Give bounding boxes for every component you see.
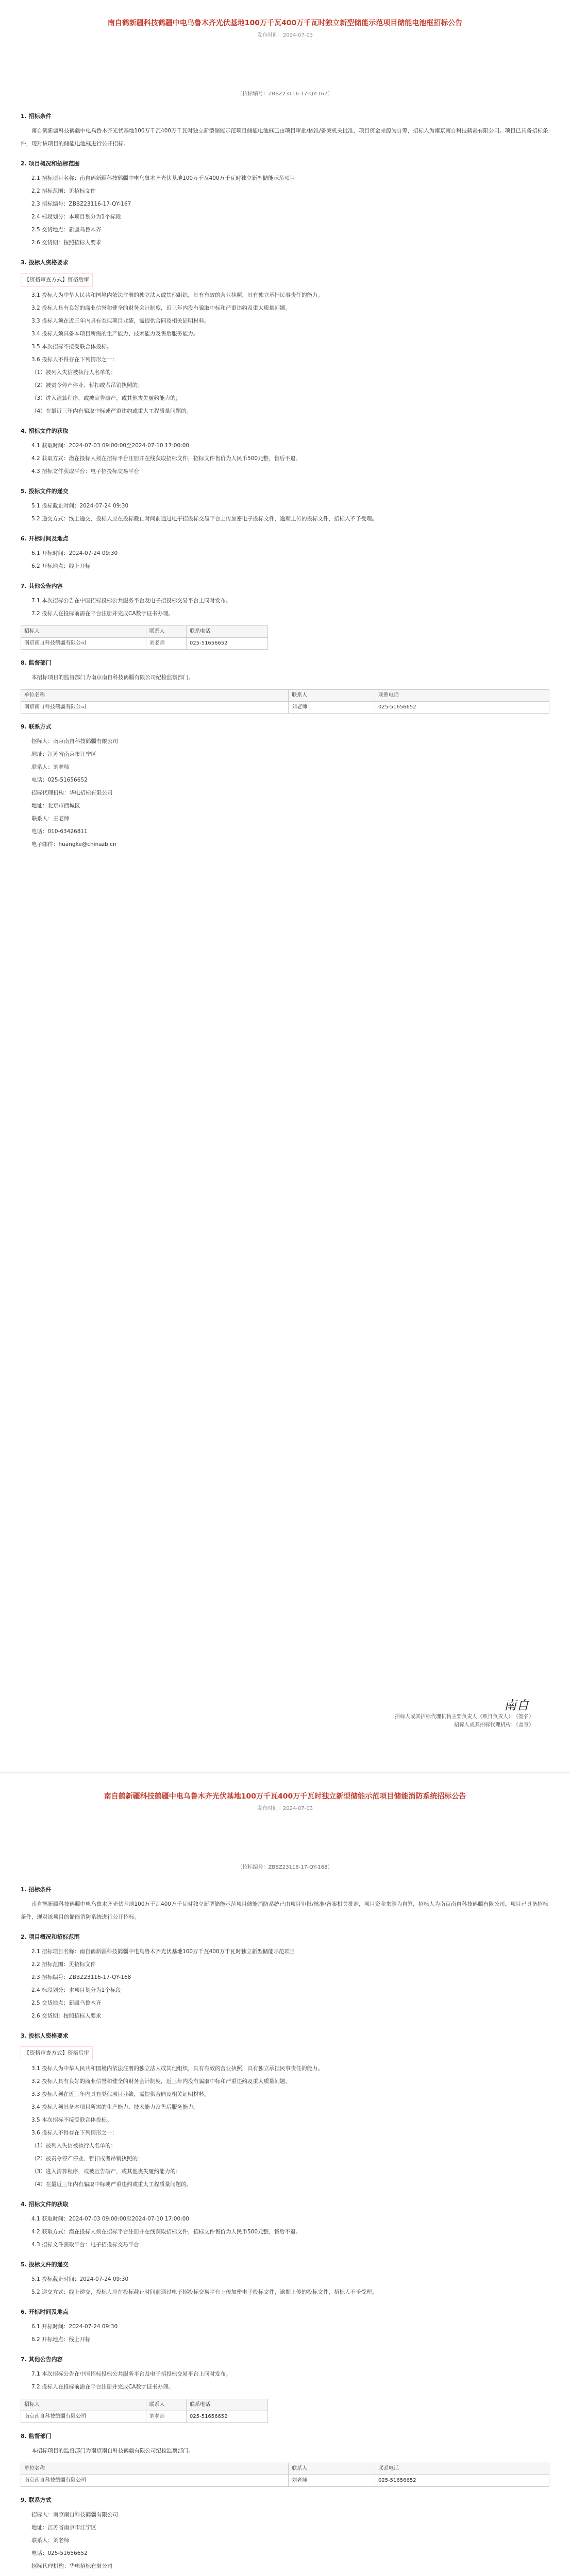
contact-line: 联系人：刘老师 <box>31 2537 70 2544</box>
supervision-table <box>21 2463 549 2487</box>
table-row <box>21 2475 549 2487</box>
paragraph: 2.4 标段划分：本项目划分为1个标段 <box>31 214 121 220</box>
paragraph: 3.6 投标人不得存在下列情形之一： <box>31 357 118 363</box>
paragraph: 6.1 开标时间：2024-07-24 09:30 <box>31 550 118 556</box>
paragraph: 2.3 招标编号：ZBBZ23116-17-QY-167 <box>31 201 131 207</box>
table-header: 联系电话 <box>375 690 549 702</box>
contact-line: 联系人：王老师 <box>31 816 70 822</box>
paragraph: 4.2 获取方式：潜在投标人须在招标平台注册并在线获取招标文件，招标文件售价为人民币500元整，售后不退。 <box>31 2229 301 2235</box>
paragraph: （1）被列入失信被执行人名单的； <box>31 2143 116 2149</box>
paragraph: 3.5 本次招标不接受联合体投标。 <box>31 344 112 350</box>
table-header: 单位名称 <box>21 690 289 702</box>
table-row <box>21 638 268 650</box>
contact-line <box>21 2573 549 2576</box>
section-heading: 4. 招标文件的获取 <box>21 2201 69 2208</box>
signature-text: 招标人或其招标代理机构主要负责人（项目负责人）：（签名） 招标人或其招标代理机构：（盖章） <box>395 1714 534 1728</box>
paragraph: 4.1 获取时间：2024-07-03 09:00:00至2024-07-10 17:00:00 <box>31 2216 190 2222</box>
publish-meta: 发布时间：2024-07-03 <box>257 1806 313 1811</box>
paragraph: 7.1 本次招标公告在中国招标投标公共服务平台及电子招投标交易平台上同时发布。 <box>31 598 231 604</box>
paragraph: 5.2 递交方式：线上递交，投标人应在投标截止时间前通过电子招投标交易平台上传加密电子投标文件，逾期上传的投标文件，招标人不予受理。 <box>31 2289 378 2295</box>
contact-line: 地址：江苏省南京市江宁区 <box>31 2524 96 2531</box>
section-heading: 5. 投标文件的递交 <box>21 488 69 495</box>
paragraph: 5.1 投标截止时间：2024-07-24 09:30 <box>31 2276 129 2282</box>
contact-line: 招标人：南京南自科技鹤疆有限公司 <box>31 738 118 744</box>
contact-line: 地址：江苏省南京市江宁区 <box>31 751 96 757</box>
paragraph: 3.1 投标人为中华人民共和国境内依法注册的独立法人或其他组织，具有有效的营业执照，具有独立承担民事责任的能力。 <box>31 292 324 298</box>
section-heading: 5. 投标文件的递交 <box>21 2261 69 2268</box>
project-number: （招标编号：ZBBZ23116-17-QY-168） <box>237 1865 333 1870</box>
contact-line: 招标人：南京南自科技鹤疆有限公司 <box>31 2512 118 2518</box>
paragraph: 2.1 招标项目名称：南自鹤新疆科技鹤疆中电乌鲁木齐光伏基地100万千瓦400万千瓦时独立新型储能示范项目 <box>31 1948 295 1955</box>
section-heading: 6. 开标时间及地点 <box>21 2309 69 2315</box>
section-heading: 1. 招标条件 <box>21 113 52 120</box>
table-row <box>21 2411 268 2423</box>
table-header: 联系电话 <box>187 2399 268 2411</box>
tenderer-table <box>21 2399 268 2423</box>
contact-line: 招标代理机构：华电招标有限公司 <box>31 790 113 796</box>
paragraph: 2.6 交货期：按照招标人要求 <box>31 2013 102 2019</box>
paragraph: 3.6 投标人不得存在下列情形之一： <box>31 2130 118 2136</box>
table-cell: 025-51656652 <box>187 638 268 650</box>
section-heading: 7. 其他公告内容 <box>21 2356 63 2363</box>
section-heading: 4. 招标文件的获取 <box>21 428 69 434</box>
table-cell: 南京南自科技鹤疆有限公司 <box>21 702 289 714</box>
paragraph: 7.1 本次招标公告在中国招标投标公共服务平台及电子招投标交易平台上同时发布。 <box>31 2371 231 2377</box>
paragraph: 3.5 本次招标不接受联合体投标。 <box>31 2117 112 2123</box>
paragraph: （4）在最近三年内有骗取中标或严重违约或重大工程质量问题的。 <box>31 408 192 414</box>
paragraph: 2.4 标段划分：本项目划分为1个标段 <box>31 1987 121 1993</box>
section-heading: 6. 开标时间及地点 <box>21 535 69 542</box>
project-number: （招标编号：ZBBZ23116-17-QY-167） <box>237 91 333 97</box>
paragraph: 3.1 投标人为中华人民共和国境内依法注册的独立法人或其他组织，具有有效的营业执照，具有独立承担民事责任的能力。 <box>31 2065 324 2072</box>
paragraph: 南自鹤新疆科技鹤疆中电乌鲁木齐光伏基地100万千瓦400万千瓦时独立新型储能示范项目储能电池框已由项目审批/核准/备案机关批准，项目资金来源为自筹，招标人为南京南自科技鹤疆有限公司。项目已具备招标条件，现对该项目的储能电池框进行公开招标。 <box>21 128 548 147</box>
publish-meta: 发布时间：2024-07-03 <box>257 32 313 38</box>
paragraph: 5.1 投标截止时间：2024-07-24 09:30 <box>31 503 129 509</box>
table-cell: 南京南自科技鹤疆有限公司 <box>21 2475 289 2487</box>
table-cell: 025-51656652 <box>375 702 549 714</box>
contact-line: 电话：025-51656652 <box>31 777 88 783</box>
paragraph: 南自鹤新疆科技鹤疆中电乌鲁木齐光伏基地100万千瓦400万千瓦时独立新型储能示范项目储能消防系统已由项目审批/核准/备案机关批准，项目资金来源为自筹，招标人为南京南自科技鹤疆有限公司。项目已具备招标条件，现对该项目的储能消防系统进行公开招标。 <box>21 1901 548 1920</box>
paragraph: 6.2 开标地点：线上开标 <box>31 563 91 569</box>
contact-line: 地址：北京市西城区 <box>31 803 80 809</box>
table-cell: 刘老师 <box>289 2475 375 2487</box>
signature-seal: 南自 <box>504 1698 529 1713</box>
paragraph: 6.1 开标时间：2024-07-24 09:30 <box>31 2324 118 2330</box>
section-heading: 8. 监督部门 <box>21 2433 52 2439</box>
paragraph: 3.2 投标人具有良好的商业信誉和健全的财务会计制度，近三年内没有骗取中标和严重违约及重大质量问题。 <box>31 305 291 311</box>
section-heading: 3. 投标人资格要求 <box>21 259 69 266</box>
table-cell: 025-51656652 <box>375 2475 549 2487</box>
table-cell: 025-51656652 <box>187 2411 268 2423</box>
section-heading: 9. 联系方式 <box>21 2497 52 2503</box>
section-heading: 2. 项目概况和招标范围 <box>21 160 80 167</box>
paragraph: 3.3 投标人须在近三年内具有类似项目业绩，需提供合同及相关证明材料。 <box>31 2091 210 2097</box>
table-header: 联系电话 <box>375 2463 549 2475</box>
signature-block <box>359 1695 534 1730</box>
paragraph: （3）进入清算程序，或被宣告破产，或其他丧失履约能力的； <box>31 395 181 401</box>
paragraph: 2.2 招标范围：见招标文件 <box>31 1961 96 1968</box>
table-header: 联系人 <box>289 2463 375 2475</box>
qualification-review-box: 【资格审查方式】资格后审 <box>21 2046 93 2060</box>
paragraph: 4.1 获取时间：2024-07-03 09:00:00至2024-07-10 17:00:00 <box>31 443 190 449</box>
paragraph: 4.3 招标文件获取平台：电子招投标交易平台 <box>31 2242 140 2248</box>
table-header: 招标人 <box>21 626 146 638</box>
section-heading: 2. 项目概况和招标范围 <box>21 1934 80 1940</box>
paragraph: （2）被责令停产停业、暂扣或者吊销执照的； <box>31 382 143 388</box>
paragraph: 2.5 交货地点：新疆乌鲁木齐 <box>31 227 102 233</box>
contact-line: 招标代理机构：华电招标有限公司 <box>31 2563 113 2569</box>
notice-title: 南自鹤新疆科技鹤疆中电乌鲁木齐光伏基地100万千瓦400万千瓦时独立新型储能示范项目储能消防系统招标公告 <box>104 1792 466 1801</box>
paragraph: 3.4 投标人须具备本项目所需的生产能力、技术能力及售后服务能力。 <box>31 331 199 337</box>
table-header: 单位名称 <box>21 2463 289 2475</box>
paragraph: 5.2 递交方式：线上递交，投标人应在投标截止时间前通过电子招投标交易平台上传加密电子投标文件，逾期上传的投标文件，招标人不予受理。 <box>31 516 378 522</box>
paragraph: （1）被列入失信被执行人名单的； <box>31 369 116 376</box>
paragraph: 3.2 投标人具有良好的商业信誉和健全的财务会计制度，近三年内没有骗取中标和严重违约及重大质量问题。 <box>31 2078 291 2084</box>
table-cell: 刘老师 <box>146 638 186 650</box>
paragraph: 7.2 投标人在投标前需在平台注册并完成CA数字证书办理。 <box>31 2384 174 2390</box>
section-heading: 9. 联系方式 <box>21 723 52 730</box>
table-row <box>21 702 549 714</box>
paragraph: （3）进入清算程序，或被宣告破产，或其他丧失履约能力的； <box>31 2168 181 2175</box>
table-header: 联系电话 <box>187 626 268 638</box>
section-heading: 8. 监督部门 <box>21 659 52 666</box>
table-cell: 南京南自科技鹤疆有限公司 <box>21 2411 146 2423</box>
contact-line: 联系人：刘老师 <box>31 764 70 770</box>
paragraph: 2.1 招标项目名称：南自鹤新疆科技鹤疆中电乌鲁木齐光伏基地100万千瓦400万千瓦时独立新型储能示范项目 <box>31 175 295 181</box>
section-heading: 1. 招标条件 <box>21 1886 52 1893</box>
table-header: 联系人 <box>146 626 186 638</box>
paragraph: （4）在最近三年内有骗取中标或严重违约或重大工程质量问题的。 <box>31 2181 192 2188</box>
contact-line: 电话：010-63426811 <box>31 828 88 835</box>
tenderer-table <box>21 625 268 650</box>
notice-2 <box>0 1773 570 2576</box>
paragraph: 3.4 投标人须具备本项目所需的生产能力、技术能力及售后服务能力。 <box>31 2104 199 2110</box>
table-header: 联系人 <box>146 2399 186 2411</box>
paragraph: 2.5 交货地点：新疆乌鲁木齐 <box>31 2000 102 2006</box>
paragraph: 2.6 交货期：按照招标人要求 <box>31 240 102 246</box>
table-cell: 刘老师 <box>289 702 375 714</box>
contact-line: 电话：025-51656652 <box>31 2550 88 2556</box>
paragraph: （2）被责令停产停业、暂扣或者吊销执照的； <box>31 2156 143 2162</box>
table-cell: 刘老师 <box>146 2411 186 2423</box>
paragraph: 4.2 获取方式：潜在投标人须在招标平台注册并在线获取招标文件，招标文件售价为人民币500元整，售后不退。 <box>31 455 301 462</box>
paragraph: 2.2 招标范围：见招标文件 <box>31 188 96 194</box>
paragraph: 7.2 投标人在投标前需在平台注册并完成CA数字证书办理。 <box>31 611 174 617</box>
paragraph: 2.3 招标编号：ZBBZ23116-17-QY-168 <box>31 1974 131 1980</box>
supervision-table <box>21 689 549 714</box>
contact-line: 电子邮件：huangke@chinazb.cn <box>31 841 116 848</box>
qualification-review-box: 【资格审查方式】资格后审 <box>21 273 93 287</box>
notice-title: 南自鹤新疆科技鹤疆中电乌鲁木齐光伏基地100万千瓦400万千瓦时独立新型储能示范项目储能电池框招标公告 <box>107 19 463 27</box>
paragraph: 6.2 开标地点：线上开标 <box>31 2336 91 2343</box>
table-header: 招标人 <box>21 2399 146 2411</box>
paragraph: 4.3 招标文件获取平台：电子招投标交易平台 <box>31 468 140 474</box>
section-heading: 7. 其他公告内容 <box>21 583 63 589</box>
paragraph: 3.3 投标人须在近三年内具有类似项目业绩，需提供合同及相关证明材料。 <box>31 318 210 324</box>
paragraph: 本招标项目的监督部门为南京南自科技鹤疆有限公司纪检监察部门。 <box>31 674 194 681</box>
table-header: 联系人 <box>289 690 375 702</box>
table-cell: 南京南自科技鹤疆有限公司 <box>21 638 146 650</box>
paragraph: 本招标项目的监督部门为南京南自科技鹤疆有限公司纪检监察部门。 <box>31 2448 194 2454</box>
section-heading: 3. 投标人资格要求 <box>21 2032 69 2039</box>
